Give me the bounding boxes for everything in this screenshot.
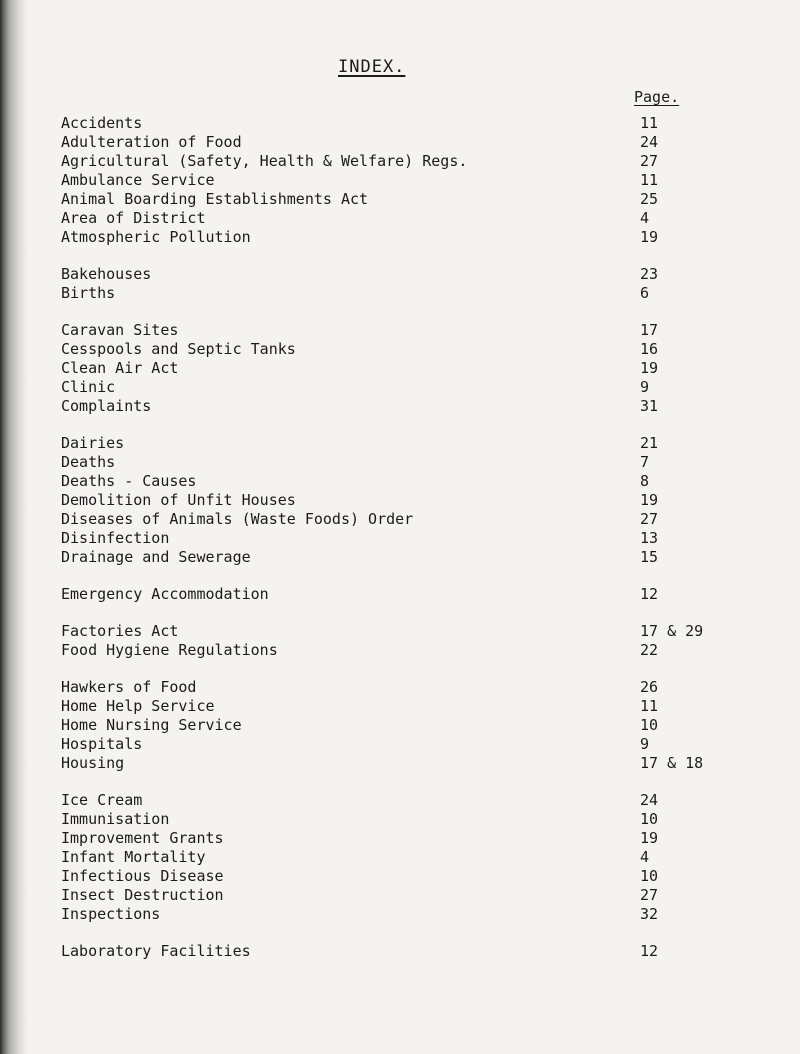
- entry-term: Complaints: [61, 397, 152, 415]
- entry-term: Adulteration of Food: [61, 133, 242, 151]
- index-entry: [61, 321, 761, 340]
- index-entry: [61, 622, 761, 641]
- index-entry: [61, 114, 761, 133]
- index-entry: [61, 754, 761, 773]
- page-column-header: Page.: [634, 88, 680, 106]
- entry-term: Hawkers of Food: [61, 678, 197, 696]
- index-group: [61, 942, 761, 961]
- index-entry: [61, 678, 761, 697]
- entry-term: Factories Act: [61, 622, 179, 640]
- entry-page-number: 17 & 29: [640, 622, 704, 640]
- entry-term: Immunisation: [61, 810, 170, 828]
- index-entry: [61, 152, 761, 171]
- entry-term: Caravan Sites: [61, 321, 179, 339]
- entry-term: Cesspools and Septic Tanks: [61, 340, 296, 358]
- entry-term: Demolition of Unfit Houses: [61, 491, 296, 509]
- index-entry: [61, 228, 761, 247]
- index-entry: [61, 209, 761, 228]
- index-entry: [61, 472, 761, 491]
- entry-term: Drainage and Sewerage: [61, 548, 251, 566]
- entry-page-number: 19: [640, 829, 659, 847]
- index-entry: [61, 791, 761, 810]
- entry-page-number: 22: [640, 641, 659, 659]
- index-group: [61, 265, 761, 303]
- entry-term: Animal Boarding Establishments Act: [61, 190, 369, 208]
- entry-page-number: 31: [640, 397, 659, 415]
- entry-term: Infant Mortality: [61, 848, 206, 866]
- entry-page-number: 27: [640, 152, 659, 170]
- entry-term: Area of District: [61, 209, 206, 227]
- index-entry: [61, 284, 761, 303]
- index-entry: [61, 378, 761, 397]
- entry-page-number: 4: [640, 209, 650, 227]
- entry-page-number: 9: [640, 735, 650, 753]
- entry-term: Accidents: [61, 114, 143, 132]
- entry-page-number: 10: [640, 716, 659, 734]
- entry-page-number: 26: [640, 678, 659, 696]
- index-entry: [61, 716, 761, 735]
- entry-term: Bakehouses: [61, 265, 152, 283]
- entry-term: Home Help Service: [61, 697, 215, 715]
- entry-term: Laboratory Facilities: [61, 942, 251, 960]
- entry-page-number: 19: [640, 359, 659, 377]
- index-entry: [61, 491, 761, 510]
- entry-page-number: 27: [640, 510, 659, 528]
- entry-term: Births: [61, 284, 116, 302]
- index-entry: [61, 190, 761, 209]
- entry-term: Dairies: [61, 434, 125, 452]
- index-entry: [61, 453, 761, 472]
- entry-term: Ambulance Service: [61, 171, 215, 189]
- entry-term: Ice Cream: [61, 791, 143, 809]
- index-entry: [61, 848, 761, 867]
- entry-term: Deaths: [61, 453, 116, 471]
- entry-page-number: 6: [640, 284, 650, 302]
- entry-term: Clean Air Act: [61, 359, 179, 377]
- entry-page-number: 21: [640, 434, 659, 452]
- index-entry: [61, 510, 761, 529]
- index-entry: [61, 397, 761, 416]
- entry-page-number: 23: [640, 265, 659, 283]
- entry-page-number: 16: [640, 340, 659, 358]
- entry-page-number: 12: [640, 942, 659, 960]
- index-group: [61, 585, 761, 604]
- entry-page-number: 24: [640, 791, 659, 809]
- entry-page-number: 4: [640, 848, 650, 866]
- index-entry: [61, 942, 761, 961]
- entry-page-number: 10: [640, 810, 659, 828]
- index-entry: [61, 735, 761, 754]
- entry-term: Inspections: [61, 905, 161, 923]
- index-entry: [61, 434, 761, 453]
- index-group: [61, 622, 761, 660]
- entry-page-number: 11: [640, 171, 659, 189]
- index-entry: [61, 529, 761, 548]
- entry-page-number: 32: [640, 905, 659, 923]
- index-group: [61, 114, 761, 247]
- index-entry: [61, 697, 761, 716]
- entry-term: Diseases of Animals (Waste Foods) Order: [61, 510, 414, 528]
- entry-term: Infectious Disease: [61, 867, 224, 885]
- index-entry: [61, 641, 761, 660]
- index-entry: [61, 829, 761, 848]
- entry-term: Atmospheric Pollution: [61, 228, 251, 246]
- index-entry: [61, 867, 761, 886]
- entry-page-number: 17 & 18: [640, 754, 704, 772]
- entry-page-number: 10: [640, 867, 659, 885]
- index-entries: [61, 114, 761, 979]
- index-entry: [61, 585, 761, 604]
- entry-term: Food Hygiene Regulations: [61, 641, 278, 659]
- index-entry: [61, 340, 761, 359]
- entry-page-number: 11: [640, 697, 659, 715]
- entry-page-number: 19: [640, 228, 659, 246]
- index-group: [61, 434, 761, 567]
- entry-page-number: 12: [640, 585, 659, 603]
- entry-term: Improvement Grants: [61, 829, 224, 847]
- entry-page-number: 24: [640, 133, 659, 151]
- entry-term: Hospitals: [61, 735, 143, 753]
- entry-term: Emergency Accommodation: [61, 585, 269, 603]
- entry-page-number: 19: [640, 491, 659, 509]
- entry-page-number: 13: [640, 529, 659, 547]
- entry-term: Housing: [61, 754, 125, 772]
- index-entry: [61, 548, 761, 567]
- entry-page-number: 9: [640, 378, 650, 396]
- entry-term: Agricultural (Safety, Health & Welfare) Regs.: [61, 152, 468, 170]
- entry-page-number: 27: [640, 886, 659, 904]
- entry-page-number: 8: [640, 472, 650, 490]
- entry-page-number: 11: [640, 114, 659, 132]
- entry-term: Disinfection: [61, 529, 170, 547]
- index-entry: [61, 810, 761, 829]
- entry-page-number: 25: [640, 190, 659, 208]
- index-group: [61, 791, 761, 924]
- index-entry: [61, 133, 761, 152]
- index-entry: [61, 905, 761, 924]
- page-title: INDEX.: [338, 57, 406, 77]
- index-group: [61, 678, 761, 773]
- entry-term: Deaths - Causes: [61, 472, 197, 490]
- index-entry: [61, 265, 761, 284]
- entry-page-number: 7: [640, 453, 650, 471]
- entry-term: Home Nursing Service: [61, 716, 242, 734]
- index-group: [61, 321, 761, 416]
- index-entry: [61, 171, 761, 190]
- index-entry: [61, 359, 761, 378]
- entry-page-number: 15: [640, 548, 659, 566]
- entry-term: Insect Destruction: [61, 886, 224, 904]
- entry-term: Clinic: [61, 378, 116, 396]
- index-entry: [61, 886, 761, 905]
- entry-page-number: 17: [640, 321, 659, 339]
